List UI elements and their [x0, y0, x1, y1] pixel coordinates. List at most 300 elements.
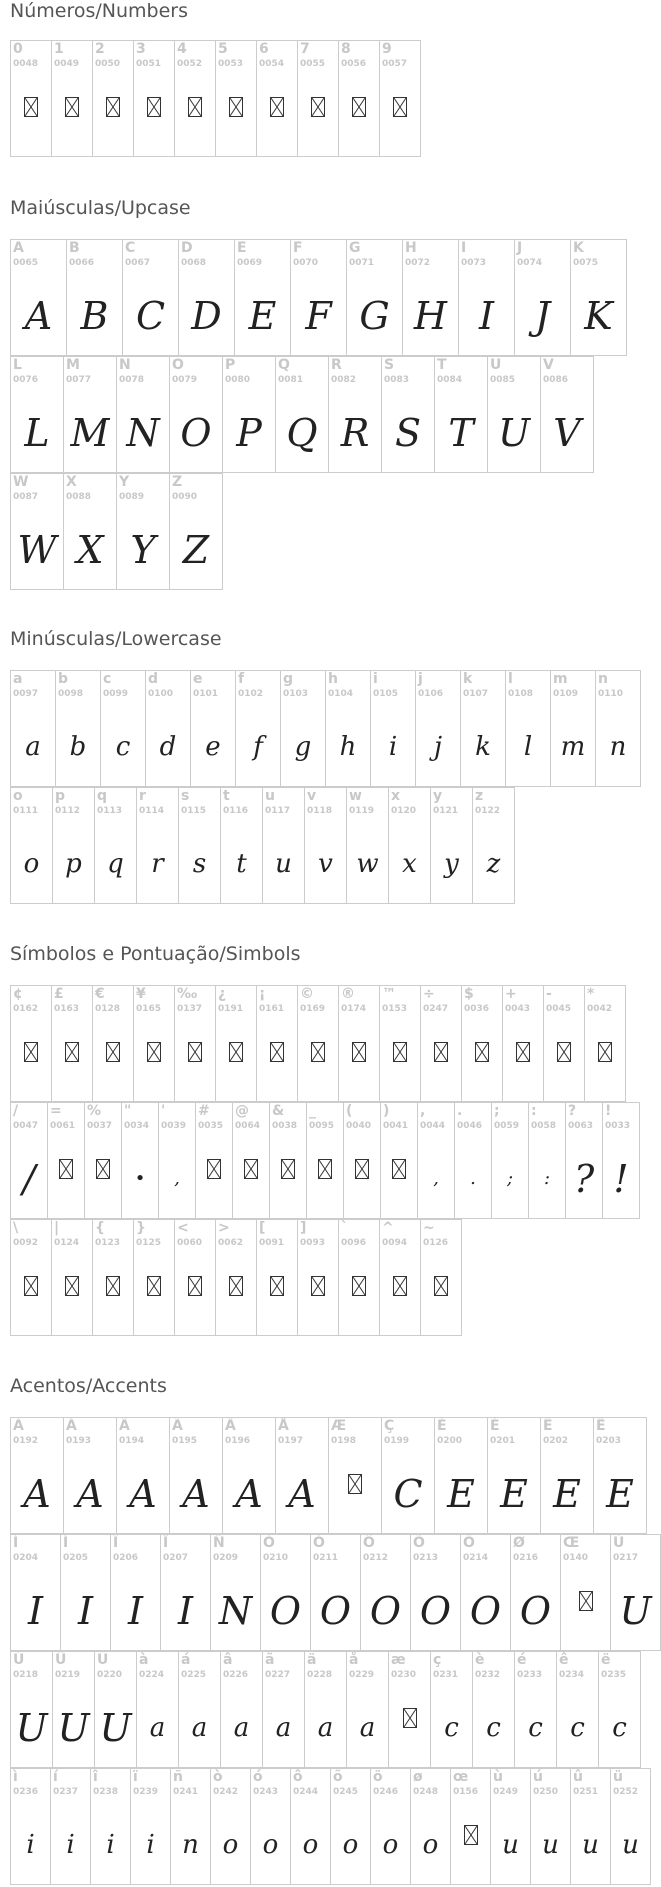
glyph-code-label: 0193 — [66, 1436, 92, 1446]
glyph-code-label: 0083 — [384, 375, 410, 385]
glyph-cell — [122, 239, 179, 356]
glyph-char-label: ä — [307, 1652, 317, 1668]
glyph-cell — [275, 1417, 329, 1534]
glyph-code-label: 0251 — [573, 1787, 599, 1797]
glyph-char-label: ¡ — [259, 986, 266, 1002]
glyph-char-label: à — [139, 1652, 149, 1668]
glyph-cell — [410, 1768, 451, 1885]
glyph-sample: Q — [286, 411, 318, 455]
glyph-code-label: 0214 — [463, 1553, 489, 1563]
glyph-cell — [10, 1219, 52, 1336]
glyph-code-label: 0101 — [193, 689, 219, 699]
glyph-char-label: û — [573, 1769, 583, 1785]
glyph-cell — [178, 787, 221, 904]
glyph-cell — [262, 787, 305, 904]
missing-glyph-icon — [244, 1159, 258, 1179]
glyph-code-label: 0245 — [333, 1787, 359, 1797]
glyph-cell — [63, 1417, 117, 1534]
glyph-code-label: 0075 — [573, 258, 599, 268]
glyph-cell — [346, 787, 389, 904]
glyph-code-label: 0118 — [307, 806, 333, 816]
glyph-sample: u — [622, 1830, 639, 1860]
glyph-char-label: z — [475, 788, 484, 804]
glyph-char-label: h — [328, 671, 338, 687]
glyph-char-label: î — [93, 1769, 98, 1785]
glyph-cell — [290, 239, 347, 356]
glyph-char-label: 6 — [259, 41, 269, 57]
glyph-cell — [420, 985, 462, 1102]
glyph-cell — [556, 1651, 599, 1768]
glyph-code-label: 0093 — [300, 1238, 326, 1248]
missing-glyph-icon — [147, 1276, 161, 1296]
glyph-char-label: y — [433, 788, 443, 804]
glyph-code-label: 0116 — [223, 806, 249, 816]
glyph-char-label: Ì — [13, 1535, 19, 1551]
glyph-char-label: : — [531, 1103, 537, 1119]
glyph-code-label: 0050 — [95, 59, 121, 69]
glyph-sample: a — [359, 1713, 376, 1743]
glyph-code-label: 0207 — [163, 1553, 189, 1563]
glyph-sample: U — [497, 411, 531, 455]
glyph-sample: M — [70, 411, 110, 455]
glyph-sample: H — [413, 294, 448, 338]
glyph-sample: a — [275, 1713, 292, 1743]
glyph-cell — [379, 1219, 421, 1336]
glyph-cell — [280, 670, 326, 787]
glyph-code-label: 0100 — [148, 689, 174, 699]
glyph-sample: E — [553, 1472, 581, 1516]
glyph-char-label: ~ — [423, 1220, 435, 1236]
glyph-cell — [434, 1417, 488, 1534]
glyph-cell — [10, 787, 53, 904]
glyph-char-label: F — [293, 240, 303, 256]
glyph-cell — [222, 356, 276, 473]
glyph-code-label: 0246 — [373, 1787, 399, 1797]
glyph-code-label: 0103 — [283, 689, 309, 699]
glyph-sample: h — [339, 732, 357, 762]
glyph-code-label: 0112 — [55, 806, 81, 816]
glyph-char-label: ú — [533, 1769, 543, 1785]
glyph-cell — [487, 356, 541, 473]
glyph-code-label: 0219 — [55, 1670, 81, 1680]
glyph-sample: c — [570, 1713, 585, 1743]
glyph-char-label: R — [331, 357, 342, 373]
glyph-cell — [94, 1651, 137, 1768]
glyph-code-label: 0089 — [119, 492, 145, 502]
glyph-code-label: 0107 — [463, 689, 489, 699]
glyph-code-label: 0196 — [225, 1436, 251, 1446]
glyph-cell — [325, 670, 371, 787]
glyph-char-label: # — [198, 1103, 210, 1119]
glyph-code-label: 0106 — [418, 689, 444, 699]
glyph-code-label: 0211 — [313, 1553, 339, 1563]
glyph-char-label: ¢ — [13, 986, 23, 1002]
glyph-cell — [502, 985, 544, 1102]
glyph-cell — [220, 787, 263, 904]
glyph-code-label: 0060 — [177, 1238, 203, 1248]
glyph-code-label: 0117 — [265, 806, 291, 816]
glyph-char-label: u — [265, 788, 275, 804]
glyph-sample: a — [25, 732, 41, 762]
glyph-sample: b — [69, 732, 87, 762]
glyph-sample: u — [542, 1830, 559, 1860]
glyph-cell — [256, 985, 298, 1102]
glyph-char-label: ç — [433, 1652, 442, 1668]
missing-glyph-icon — [188, 1276, 202, 1296]
glyph-cell — [133, 985, 175, 1102]
glyph-cell — [210, 1768, 251, 1885]
glyph-char-label: Y — [119, 474, 130, 490]
missing-glyph-icon — [516, 1042, 530, 1062]
glyph-sample: c — [444, 1713, 459, 1743]
glyph-sample: K — [584, 294, 613, 338]
glyph-char-label: œ — [453, 1769, 469, 1785]
glyph-sample: / — [22, 1157, 36, 1201]
missing-glyph-icon — [403, 1708, 417, 1728]
glyph-cell — [306, 1102, 344, 1219]
glyph-sample: l — [523, 732, 533, 762]
glyph-cell — [51, 40, 93, 157]
glyph-cell — [170, 1768, 211, 1885]
glyph-sample: A — [24, 294, 53, 338]
glyph-code-label: 0194 — [119, 1436, 145, 1446]
glyph-cell — [310, 1534, 361, 1651]
missing-glyph-icon — [188, 97, 202, 117]
glyph-char-label: Ó — [313, 1535, 325, 1551]
glyph-char-label: Æ — [331, 1418, 347, 1434]
glyph-code-label: 0066 — [69, 258, 95, 268]
glyph-sample: : — [543, 1168, 551, 1189]
glyph-sample: i — [106, 1830, 115, 1860]
glyph-cell — [388, 787, 431, 904]
glyph-code-label: 0099 — [103, 689, 129, 699]
glyph-code-label: 0197 — [278, 1436, 304, 1446]
missing-glyph-icon — [281, 1159, 295, 1179]
glyph-sample: C — [135, 294, 166, 338]
glyph-code-label: 0241 — [173, 1787, 199, 1797]
glyph-char-label: p — [55, 788, 66, 804]
glyph-code-label: 0213 — [413, 1553, 439, 1563]
glyph-cell — [540, 1417, 594, 1534]
glyph-sample: j — [433, 732, 443, 762]
glyph-sample: i — [66, 1830, 75, 1860]
glyph-char-label: Ô — [363, 1535, 375, 1551]
glyph-char-label: Ú — [13, 1652, 25, 1668]
glyph-cell — [370, 1768, 411, 1885]
glyph-code-label: 0068 — [181, 258, 207, 268]
glyph-code-label: 0137 — [177, 1004, 203, 1014]
glyph-code-label: 0201 — [490, 1436, 516, 1446]
glyph-char-label: £ — [54, 986, 64, 1002]
glyph-cell — [514, 1651, 557, 1768]
glyph-code-label: 0212 — [363, 1553, 389, 1563]
missing-glyph-icon — [188, 1042, 202, 1062]
glyph-cell — [10, 670, 56, 787]
glyph-cell — [92, 1219, 134, 1336]
glyph-char-label: + — [505, 986, 517, 1002]
glyph-char-label: Á — [66, 1418, 77, 1434]
section-title-symbols: Símbolos e Pontuação/Simbols — [10, 943, 301, 965]
glyph-char-label: 9 — [382, 41, 392, 57]
glyph-sample: E — [500, 1472, 528, 1516]
glyph-code-label: 0073 — [461, 258, 487, 268]
glyph-sample: r — [151, 849, 164, 879]
glyph-char-label: l — [508, 671, 513, 687]
glyph-code-label: 0228 — [307, 1670, 333, 1680]
glyph-cell — [10, 1534, 61, 1651]
glyph-cell — [550, 670, 596, 787]
glyph-code-label: 0244 — [293, 1787, 319, 1797]
glyph-code-label: 0070 — [293, 258, 319, 268]
glyph-sample: o — [222, 1830, 239, 1860]
glyph-char-label: @ — [235, 1103, 249, 1119]
glyph-cell — [402, 239, 459, 356]
glyph-cell — [330, 1768, 371, 1885]
glyph-code-label: 0252 — [613, 1787, 639, 1797]
glyph-char-label: i — [373, 671, 378, 687]
missing-glyph-icon — [59, 1159, 73, 1179]
glyph-cell — [100, 670, 146, 787]
glyph-sample: ? — [573, 1157, 595, 1201]
glyph-char-label: ô — [293, 1769, 303, 1785]
glyph-char-label: T — [437, 357, 447, 373]
glyph-code-label: 0198 — [331, 1436, 357, 1446]
glyph-cell — [610, 1768, 651, 1885]
glyph-code-label: 0056 — [341, 59, 367, 69]
glyph-sample: A — [23, 1472, 51, 1516]
glyph-cell — [593, 1417, 647, 1534]
glyph-cell — [487, 1417, 541, 1534]
glyph-char-label: { — [95, 1220, 105, 1236]
missing-glyph-icon — [229, 1042, 243, 1062]
glyph-char-label: f — [238, 671, 245, 687]
glyph-char-label: © — [300, 986, 314, 1002]
glyph-code-label: 0220 — [97, 1670, 123, 1680]
glyph-sample: E — [248, 294, 277, 338]
glyph-sample: O — [519, 1589, 552, 1633]
glyph-code-label: 0102 — [238, 689, 264, 699]
glyph-cell — [160, 1534, 211, 1651]
glyph-sample: , — [174, 1168, 180, 1189]
glyph-cell — [215, 985, 257, 1102]
glyph-sample: O — [419, 1589, 452, 1633]
glyph-code-label: 0239 — [133, 1787, 159, 1797]
glyph-cell — [290, 1768, 331, 1885]
glyph-sample: A — [235, 1472, 263, 1516]
glyph-char-label: ï — [133, 1769, 138, 1785]
glyph-code-label: 0062 — [218, 1238, 244, 1248]
glyph-char-label: " — [124, 1103, 132, 1119]
missing-glyph-icon — [352, 1042, 366, 1062]
glyph-char-label: n — [598, 671, 608, 687]
glyph-char-label: B — [69, 240, 80, 256]
glyph-cell — [338, 985, 380, 1102]
glyph-code-label: 0128 — [95, 1004, 121, 1014]
glyph-char-label: ` — [341, 1220, 348, 1236]
glyph-sample: E — [606, 1472, 634, 1516]
glyph-char-label: e — [193, 671, 203, 687]
glyph-cell — [222, 1417, 276, 1534]
glyph-code-label: 0041 — [383, 1121, 409, 1131]
glyph-code-label: 0092 — [13, 1238, 39, 1248]
glyph-code-label: 0058 — [531, 1121, 557, 1131]
missing-glyph-icon — [355, 1159, 369, 1179]
glyph-cell — [55, 670, 101, 787]
glyph-cell — [66, 239, 123, 356]
missing-glyph-icon — [311, 1276, 325, 1296]
glyph-char-label: [ — [259, 1220, 266, 1236]
glyph-sample: c — [115, 732, 131, 762]
glyph-code-label: 0121 — [433, 806, 459, 816]
glyph-code-label: 0061 — [50, 1121, 76, 1131]
glyph-code-label: 0226 — [223, 1670, 249, 1680]
glyph-code-label: 0195 — [172, 1436, 198, 1446]
glyph-sample: m — [560, 732, 586, 762]
glyph-char-label: o — [13, 788, 23, 804]
glyph-code-label: 0069 — [237, 258, 263, 268]
glyph-cell — [565, 1102, 603, 1219]
glyph-char-label: P — [225, 357, 236, 373]
glyph-char-label: æ — [391, 1652, 406, 1668]
glyph-cell — [174, 40, 216, 157]
missing-glyph-icon — [24, 1276, 38, 1296]
glyph-code-label: 0165 — [136, 1004, 162, 1014]
glyph-code-label: 0082 — [331, 375, 357, 385]
glyph-sample: z — [486, 849, 501, 879]
glyph-code-label: 0242 — [213, 1787, 239, 1797]
glyph-char-label: r — [139, 788, 146, 804]
glyph-char-label: ™ — [382, 986, 396, 1002]
glyph-sample: p — [65, 849, 82, 879]
glyph-code-label: 0161 — [259, 1004, 285, 1014]
glyph-sample: t — [236, 849, 247, 879]
glyph-char-label: k — [463, 671, 473, 687]
glyph-sample: O — [469, 1589, 502, 1633]
glyph-code-label: 0034 — [124, 1121, 150, 1131]
glyph-code-label: 0079 — [172, 375, 198, 385]
glyph-cell — [63, 473, 117, 590]
glyph-cell — [297, 40, 339, 157]
glyph-cell — [234, 239, 291, 356]
glyph-cell — [417, 1102, 455, 1219]
glyph-cell — [63, 356, 117, 473]
glyph-sample: V — [553, 411, 581, 455]
glyph-code-label: 0057 — [382, 59, 408, 69]
glyph-char-label: í — [53, 1769, 58, 1785]
glyph-code-label: 0084 — [437, 375, 463, 385]
glyph-cell — [491, 1102, 529, 1219]
glyph-char-label: ; — [494, 1103, 500, 1119]
glyph-cell — [116, 1417, 170, 1534]
glyph-cell — [174, 1219, 216, 1336]
missing-glyph-icon — [207, 1159, 221, 1179]
glyph-sample: I — [77, 1589, 93, 1633]
glyph-sample: o — [342, 1830, 359, 1860]
glyph-code-label: 0140 — [563, 1553, 589, 1563]
glyph-sample: I — [177, 1589, 193, 1633]
glyph-char-label: Q — [278, 357, 290, 373]
missing-glyph-icon — [392, 1159, 406, 1179]
glyph-sample: a — [191, 1713, 208, 1743]
glyph-sample: u — [275, 849, 292, 879]
glyph-char-label: ^ — [382, 1220, 394, 1236]
glyph-cell — [133, 40, 175, 157]
glyph-sample: o — [302, 1830, 319, 1860]
section-title-upcase: Maiúsculas/Upcase — [10, 197, 191, 219]
glyph-cell — [370, 670, 416, 787]
glyph-sample: v — [318, 849, 333, 879]
glyph-sample: o — [23, 849, 40, 879]
glyph-sample: Z — [182, 528, 210, 572]
glyph-cell — [490, 1768, 531, 1885]
missing-glyph-icon — [475, 1042, 489, 1062]
glyph-char-label: = — [50, 1103, 62, 1119]
glyph-code-label: 0233 — [517, 1670, 543, 1680]
missing-glyph-icon — [106, 97, 120, 117]
glyph-char-label: ¿ — [218, 986, 227, 1002]
glyph-cell — [60, 1534, 111, 1651]
glyph-cell — [215, 40, 257, 157]
missing-glyph-icon — [393, 1042, 407, 1062]
missing-glyph-icon — [557, 1042, 571, 1062]
glyph-char-label: 7 — [300, 41, 310, 57]
glyph-char-label: Ñ — [213, 1535, 225, 1551]
glyph-cell — [92, 40, 134, 157]
glyph-sample: x — [402, 849, 417, 879]
glyph-code-label: 0055 — [300, 59, 326, 69]
glyph-code-label: 0218 — [13, 1670, 39, 1680]
glyph-code-label: 0044 — [420, 1121, 446, 1131]
missing-glyph-icon — [598, 1042, 612, 1062]
glyph-cell — [52, 787, 95, 904]
glyph-cell — [458, 239, 515, 356]
glyph-cell — [360, 1534, 411, 1651]
glyph-char-label: È — [437, 1418, 447, 1434]
glyph-char-label: Ù — [613, 1535, 625, 1551]
glyph-code-label: 0072 — [405, 258, 431, 268]
glyph-char-label: ò — [213, 1769, 223, 1785]
glyph-cell — [90, 1768, 131, 1885]
glyph-sample: n — [182, 1830, 199, 1860]
glyph-sample: • — [134, 1168, 146, 1189]
glyph-cell — [116, 473, 170, 590]
glyph-char-label: K — [573, 240, 584, 256]
glyph-sample: o — [262, 1830, 279, 1860]
glyph-sample: X — [76, 528, 104, 572]
glyph-cell — [543, 985, 585, 1102]
missing-glyph-icon — [311, 1042, 325, 1062]
glyph-char-label: _ — [309, 1103, 316, 1119]
section-title-accents: Acentos/Accents — [10, 1375, 167, 1397]
glyph-char-label: 8 — [341, 41, 351, 57]
glyph-char-label: w — [349, 788, 362, 804]
glyph-char-label: ® — [341, 986, 355, 1002]
glyph-cell — [540, 356, 594, 473]
glyph-char-label: d — [148, 671, 159, 687]
glyph-code-label: 0200 — [437, 1436, 463, 1446]
glyph-cell — [570, 239, 627, 356]
glyph-code-label: 0086 — [543, 375, 569, 385]
glyph-code-label: 0210 — [263, 1553, 289, 1563]
glyph-code-label: 0247 — [423, 1004, 449, 1014]
glyph-char-label: a — [13, 671, 23, 687]
glyph-code-label: 0054 — [259, 59, 285, 69]
glyph-code-label: 0114 — [139, 806, 165, 816]
glyph-cell — [10, 985, 52, 1102]
glyph-code-label: 0063 — [568, 1121, 594, 1131]
glyph-cell — [528, 1102, 566, 1219]
missing-glyph-icon — [318, 1159, 332, 1179]
